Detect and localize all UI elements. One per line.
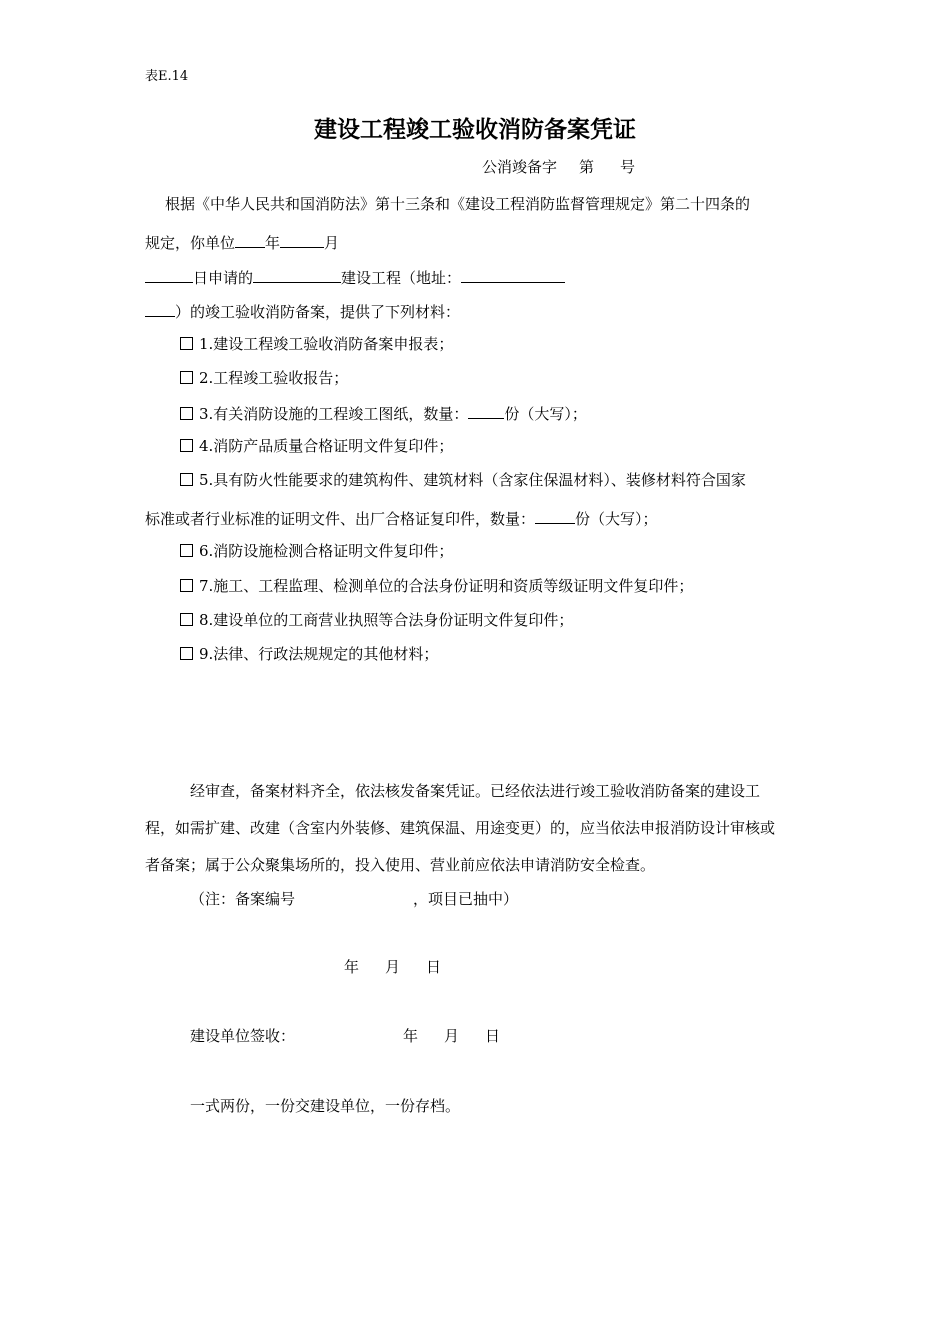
conclusion-line-2: 程，如需扩建、改建（含室内外装修、建筑保温、用途变更）的，应当依法申报消防设计审核或 bbox=[145, 819, 776, 837]
material-item-5-cont bbox=[145, 507, 658, 529]
material-text-1: 1.建设工程竣工验收消防备案申报表； bbox=[199, 335, 454, 353]
material-item-8 bbox=[180, 610, 573, 630]
issue-month-label: 月 bbox=[385, 958, 401, 976]
material-text-3: 3.有关消防设施的工程竣工图纸，数量： bbox=[199, 405, 469, 423]
material-item-2 bbox=[180, 368, 348, 388]
copies-note: 一式两份，一份交建设单位，一份存档。 bbox=[190, 1097, 461, 1115]
intro-year-label: 年 bbox=[265, 234, 281, 252]
form-number: 表E.14 bbox=[145, 69, 189, 84]
file-number-di: 第 bbox=[579, 158, 595, 176]
document-title: 建设工程竣工验收消防备案凭证 bbox=[314, 116, 636, 143]
file-number-hao: 号 bbox=[620, 158, 636, 176]
receipt-label: 建设单位签收： bbox=[190, 1027, 296, 1045]
day-blank bbox=[145, 266, 193, 283]
checkbox-6[interactable] bbox=[180, 544, 193, 557]
receipt-line bbox=[190, 1026, 500, 1046]
material-item-5 bbox=[180, 470, 746, 490]
note bbox=[190, 889, 518, 909]
address-blank-cont bbox=[145, 300, 175, 317]
issue-day-label: 日 bbox=[426, 958, 442, 976]
intro-month-label: 月 bbox=[324, 234, 340, 252]
material-item-6 bbox=[180, 541, 453, 561]
intro-line-2-text: 规定，你单位 bbox=[145, 234, 236, 252]
checkbox-8[interactable] bbox=[180, 613, 193, 626]
material-item-3 bbox=[180, 402, 587, 424]
checkbox-5[interactable] bbox=[180, 473, 193, 486]
note-suffix: ，项目已抽中） bbox=[413, 890, 519, 908]
intro-line-4-text: ）的竣工验收消防备案，提供了下列材料： bbox=[175, 303, 461, 321]
checkbox-4[interactable] bbox=[180, 439, 193, 452]
material-text-9: 9.法律、行政法规规定的其他材料； bbox=[199, 645, 439, 663]
material-item-1 bbox=[180, 334, 453, 354]
material-text-6: 6.消防设施检测合格证明文件复印件； bbox=[199, 542, 454, 560]
project-name-blank bbox=[253, 266, 341, 283]
material-text-8: 8.建设单位的工商营业执照等合法身份证明文件复印件； bbox=[199, 611, 574, 629]
material-text-2: 2.工程竣工验收报告； bbox=[199, 369, 349, 387]
checkbox-9[interactable] bbox=[180, 647, 193, 660]
checkbox-3[interactable] bbox=[180, 407, 193, 420]
issue-date bbox=[344, 957, 441, 977]
intro-line-4 bbox=[145, 300, 460, 322]
certificate-quantity-blank bbox=[535, 507, 575, 524]
drawing-quantity-blank bbox=[468, 402, 504, 419]
receipt-day-label: 日 bbox=[485, 1027, 501, 1045]
material-item-9 bbox=[180, 644, 438, 664]
conclusion-line-3: 者备案；属于公众聚集场所的，投入使用、营业前应依法申请消防安全检查。 bbox=[145, 856, 656, 874]
material-item-7 bbox=[180, 576, 693, 596]
checkbox-2[interactable] bbox=[180, 371, 193, 384]
material-text-5-suffix: 份（大写）； bbox=[575, 510, 658, 528]
checkbox-1[interactable] bbox=[180, 337, 193, 350]
month-blank bbox=[280, 231, 324, 248]
year-blank bbox=[235, 231, 265, 248]
issue-year-label: 年 bbox=[344, 958, 360, 976]
intro-project-label: 建设工程（地址： bbox=[341, 269, 462, 287]
checkbox-7[interactable] bbox=[180, 579, 193, 592]
material-text-4: 4.消防产品质量合格证明文件复印件； bbox=[199, 437, 454, 455]
material-text-7: 7.施工、工程监理、检测单位的合法身份证明和资质等级证明文件复印件； bbox=[199, 577, 694, 595]
note-label: （注：备案编号 bbox=[190, 890, 296, 908]
file-number-prefix: 公消竣备字 bbox=[482, 158, 558, 176]
conclusion-line-1: 经审查，备案材料齐全，依法核发备案凭证。已经依法进行竣工验收消防备案的建设工 bbox=[190, 782, 761, 800]
material-text-5-cont: 标准或者行业标准的证明文件、出厂合格证复印件，数量： bbox=[145, 510, 536, 528]
intro-day-label: 日申请的 bbox=[193, 269, 254, 287]
material-text-3-suffix: 份（大写）； bbox=[504, 405, 587, 423]
receipt-year-label: 年 bbox=[403, 1027, 419, 1045]
intro-line-3 bbox=[145, 266, 565, 288]
address-blank bbox=[461, 266, 565, 283]
receipt-month-label: 月 bbox=[444, 1027, 460, 1045]
file-number bbox=[482, 157, 635, 177]
intro-line-1: 根据《中华人民共和国消防法》第十三条和《建设工程消防监督管理规定》第二十四条的 bbox=[165, 195, 751, 213]
material-text-5: 5.具有防火性能要求的建筑构件、建筑材料（含家住保温材料）、装修材料符合国家 bbox=[199, 471, 746, 489]
material-item-4 bbox=[180, 436, 453, 456]
intro-line-2 bbox=[145, 231, 339, 253]
